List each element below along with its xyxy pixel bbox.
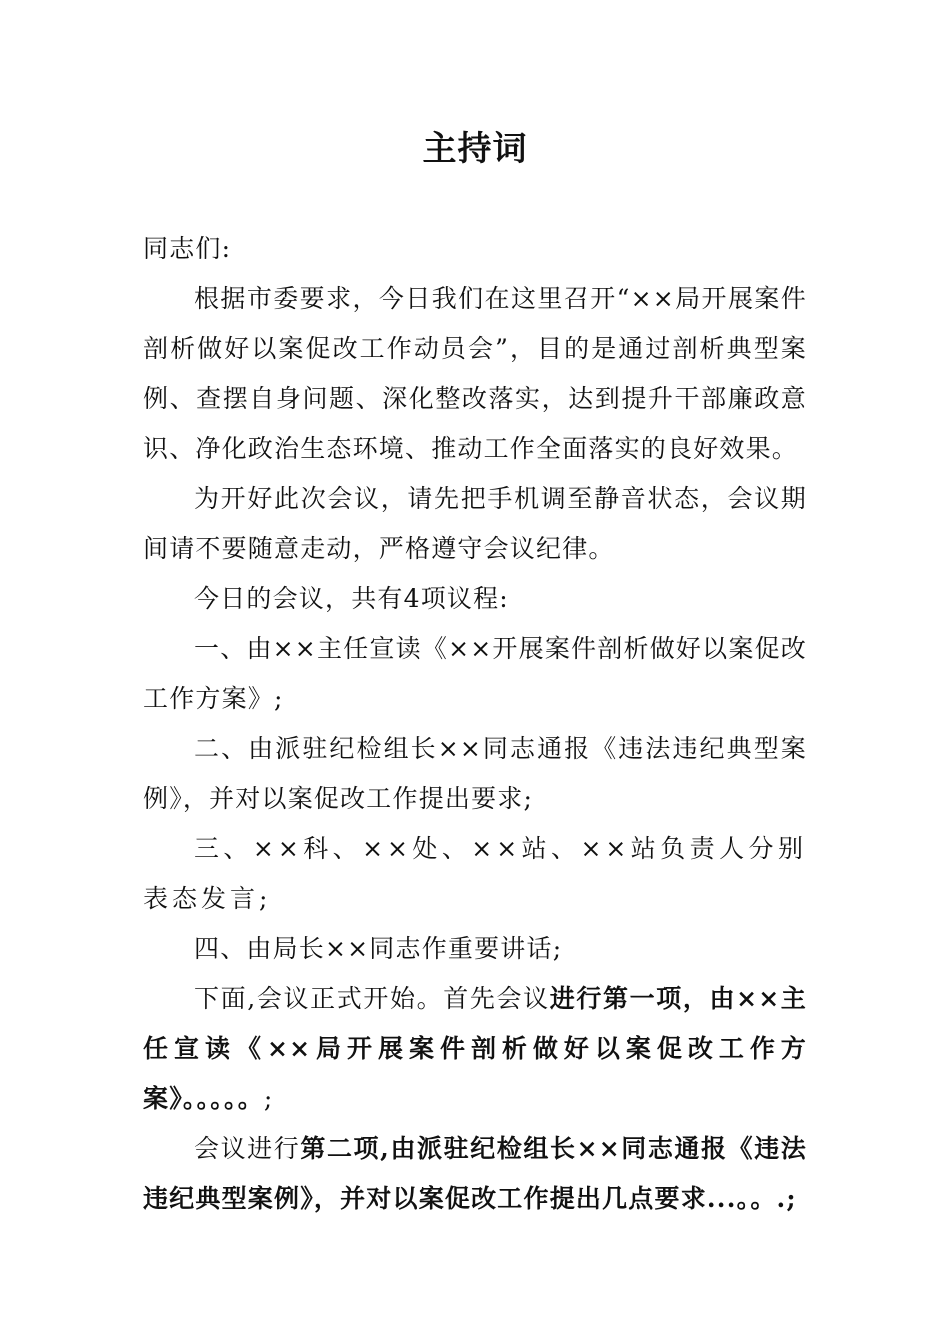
agenda-item-2: 二、由派驻纪检组长××同志通报《违法违纪典型案例》，并对以案促改工作提出要求; [143, 734, 807, 813]
paragraph-item-one-lead: 下面,会议正式开始。首先会议 [194, 984, 550, 1013]
paragraph-item-one-end: ; [263, 1084, 274, 1113]
paragraph-item-one [143, 974, 807, 1124]
paragraph-discipline: 为开好此次会议，请先把手机调至静音状态，会议期间请不要随意走动，严格遵守会议纪律。 [143, 484, 807, 563]
paragraph-item-one-bold: 进行第一项，由××主任宣读《××局开展案件剖析做好以案促改工作方案》。。。。。 [143, 984, 807, 1113]
paragraph-item-two-lead: 会议进行 [194, 1134, 301, 1163]
paragraph-purpose: 根据市委要求，今日我们在这里召开“××局开展案件剖析做好以案促改工作动员会”，目的是通过剖析典型案例、查摆自身问题、深化整改落实，达到提升干部廉政意识、净化政治生态环境、推动工作全面落实的良好效果。 [143, 284, 807, 463]
paragraph-item-two [143, 1124, 807, 1224]
document-body [143, 224, 807, 1224]
salutation: 同志们: [143, 234, 232, 263]
agenda-item-4: 四、由局长××同志作重要讲话; [194, 934, 563, 963]
agenda-item-3: 三、××科、××处、××站、××站负责人分别表态发言; [143, 834, 807, 913]
page-title: 主持词 [422, 129, 528, 169]
paragraph-item-two-bold: 第二项,由派驻纪检组长××同志通报《违法违纪典型案例》，并对以案促改工作提出几点要求...。。.; [143, 1134, 807, 1213]
paragraph-agenda-intro: 今日的会议，共有4项议程: [194, 584, 509, 613]
agenda-item-1: 一、由××主任宣读《××开展案件剖析做好以案促改工作方案》; [143, 634, 807, 713]
